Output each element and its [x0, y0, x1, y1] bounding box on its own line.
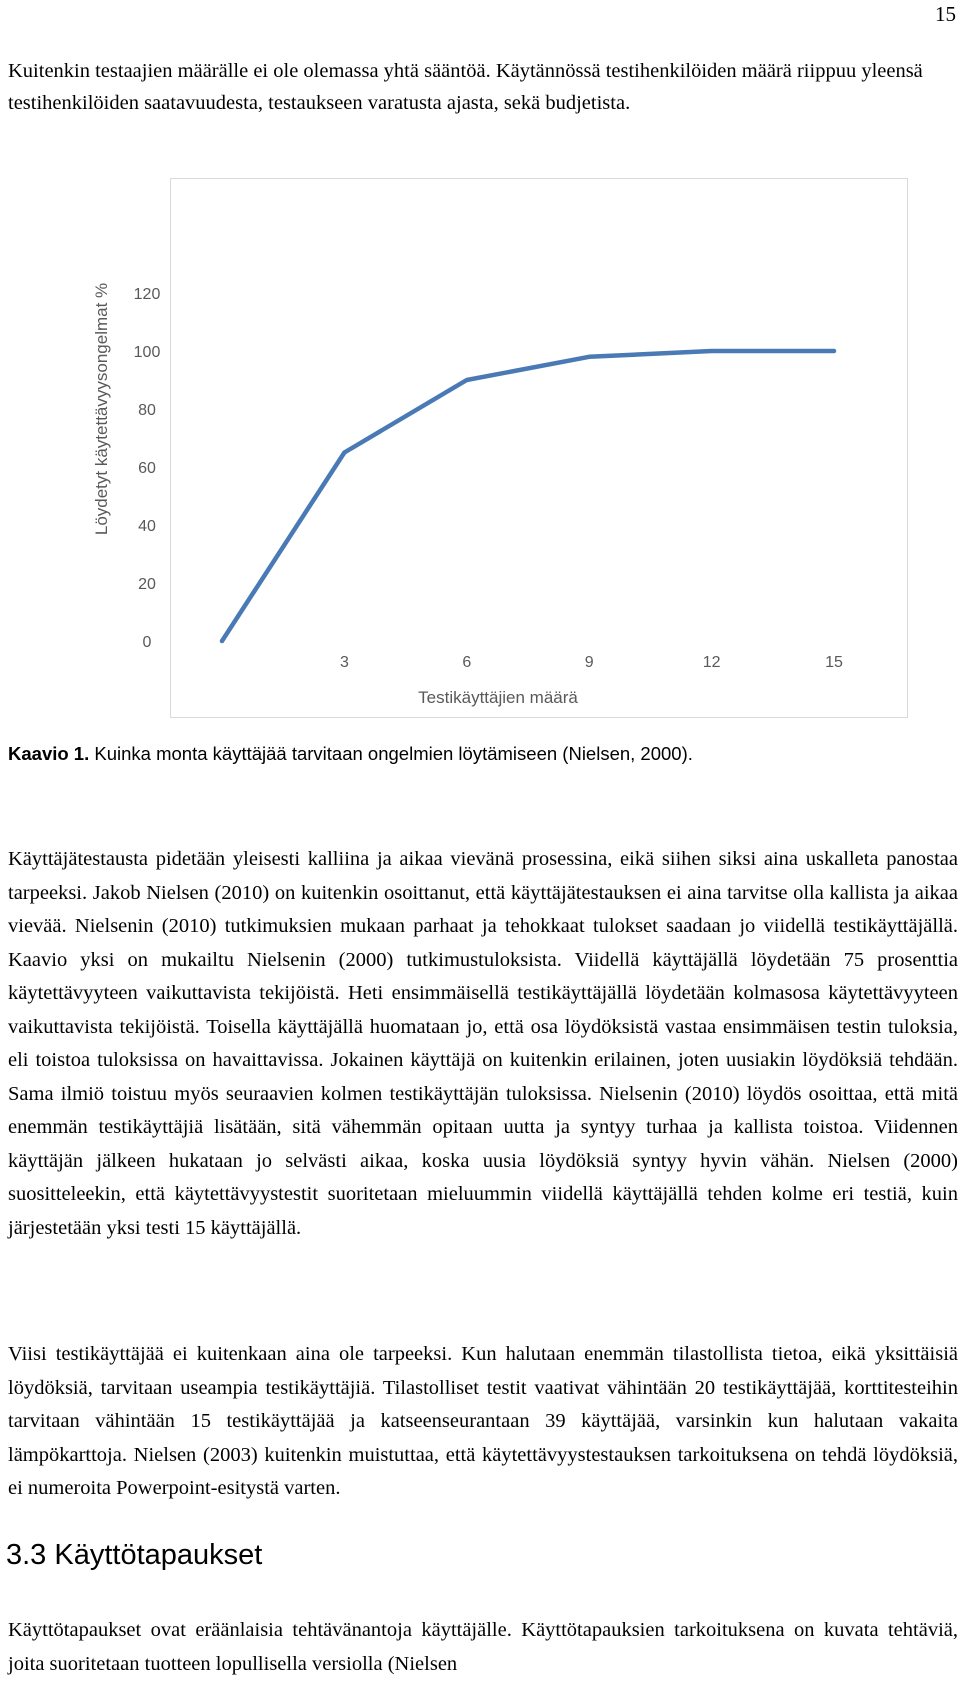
x-tick-label: 12	[702, 654, 721, 671]
page-number: 15	[935, 2, 956, 26]
x-axis-label: Testikäyttäjien määrä	[418, 688, 578, 707]
body-paragraph-1: Käyttäjätestausta pidetään yleisesti kalliina ja aikaa vievänä prosessina, eikä siihen siksi aina uskalleta panostaa tarpeeksi. Jakob Nielsen (2010) on kuitenkin osoittanut, että käyttäjätestauksen ei aina tarvitse olla kallista ja aikaa vievää. Nielsenin (2010) tutkimuksien mukaan parhaat ja tehokkaat tulokset saadaan jo viidellä testikäyttäjällä. Kaavio yksi on mukailtu Nielsenin (2000) tutkimustuloksista. Viidellä käyttäjällä löydetään 75 prosenttia käytettävyyteen vaikuttavista tekijöistä. Heti ensimmäisellä testikäyttäjällä löydetään kolmasosa käytettävyyteen vaikuttavista tekijöistä. Toisella käyttäjällä huomataan jo, että osa löydöksistä vastaa ensimmäisen testin tuloksia, eli toistoa tuloksissa on havaittavissa. Jokainen käyttäjä on kuitenkin erilainen, joten uusiakin löydöksiä tehdään. Sama ilmiö toistuu myös seuraavien kolmen testikäyttäjän tuloksissa. Nielsenin (2010) löydös osoittaa, että mitä enemmän testikäyttäjiä lisätään, sitä vähemmän opitaan uutta ja syntyy turhaa ja kallista toistoa. Viidennen käyttäjän jälkeen hukataan jo selvästi aikaa, koska uusia löydöksiä syntyy hyvin vähän. Nielsen (2000) suositteleekin, että käytettävyystestit suoritetaan mieluummin viidellä käyttäjällä tehden kolme eri testiä, kuin järjestetään yksi testi 15 käyttäjällä.	[8, 848, 958, 1239]
y-tick-label: 60	[138, 460, 156, 477]
y-tick-label: 0	[142, 634, 152, 651]
body-paragraph-3: Käyttötapaukset ovat eräänlaisia tehtävänantoja käyttäjälle. Käyttötapauksien tarkoituksena on kuvata tehtäviä, joita suoritetaan tuotteen lopullisella versiolla (Nielsen	[8, 1619, 958, 1675]
data-point	[465, 378, 469, 382]
caption-text: Kuinka monta käyttäjää tarvitaan ongelmien löytämiseen (Nielsen, 2000).	[89, 743, 693, 764]
data-point	[710, 349, 714, 353]
data-point	[587, 355, 591, 359]
y-axis-label: Löydetyt käytettävyysongelmat %	[92, 282, 111, 536]
x-tick-label: 15	[825, 654, 843, 671]
x-tick-label: 6	[462, 654, 472, 671]
data-point	[342, 451, 346, 455]
y-tick-label: 100	[133, 344, 161, 361]
line-chart	[92, 179, 907, 717]
section-heading: 3.3 Käyttötapaukset	[6, 1539, 263, 1571]
y-tick-label: 80	[138, 402, 156, 419]
intro-paragraph: Kuitenkin testaajien määrälle ei ole olemassa yhtä sääntöä. Käytännössä testihenkilöiden määrä riippuu yleensä testihenkilöiden saatavuudesta, testaukseen varatusta ajasta, sekä budjetista.	[8, 60, 923, 114]
body-paragraph-2: Viisi testikäyttäjää ei kuitenkaan aina ole tarpeeksi. Kun halutaan enemmän tilastollista tietoa, eikä yksittäisiä löydöksiä, tarvitaan useampia testikäyttäjiä. Tilastolliset testit vaativat vähintään 20 testikäyttäjää, korttitesteihin tarvitaan vähintään 15 testikäyttäjää ja katseenseurantaan 39 käyttäjää, varsinkin kun halutaan vakaita lämpökarttoja. Nielsen (2003) kuitenkin muistuttaa, että käytettävyystestauksen tarkoituksena on tehdä löydöksiä, ei numeroita Powerpoint-esitystä varten.	[8, 1343, 958, 1499]
x-tick-label: 3	[339, 654, 349, 671]
y-tick-label: 120	[133, 286, 161, 303]
y-tick-label: 20	[138, 576, 156, 593]
caption-label: Kaavio 1.	[8, 743, 90, 764]
chart-frame	[92, 178, 908, 718]
x-tick-label: 9	[584, 654, 594, 671]
series-line	[222, 351, 834, 641]
figure-caption	[8, 743, 693, 765]
data-point	[220, 639, 224, 643]
data-point	[832, 349, 836, 353]
y-tick-label: 40	[138, 518, 156, 535]
